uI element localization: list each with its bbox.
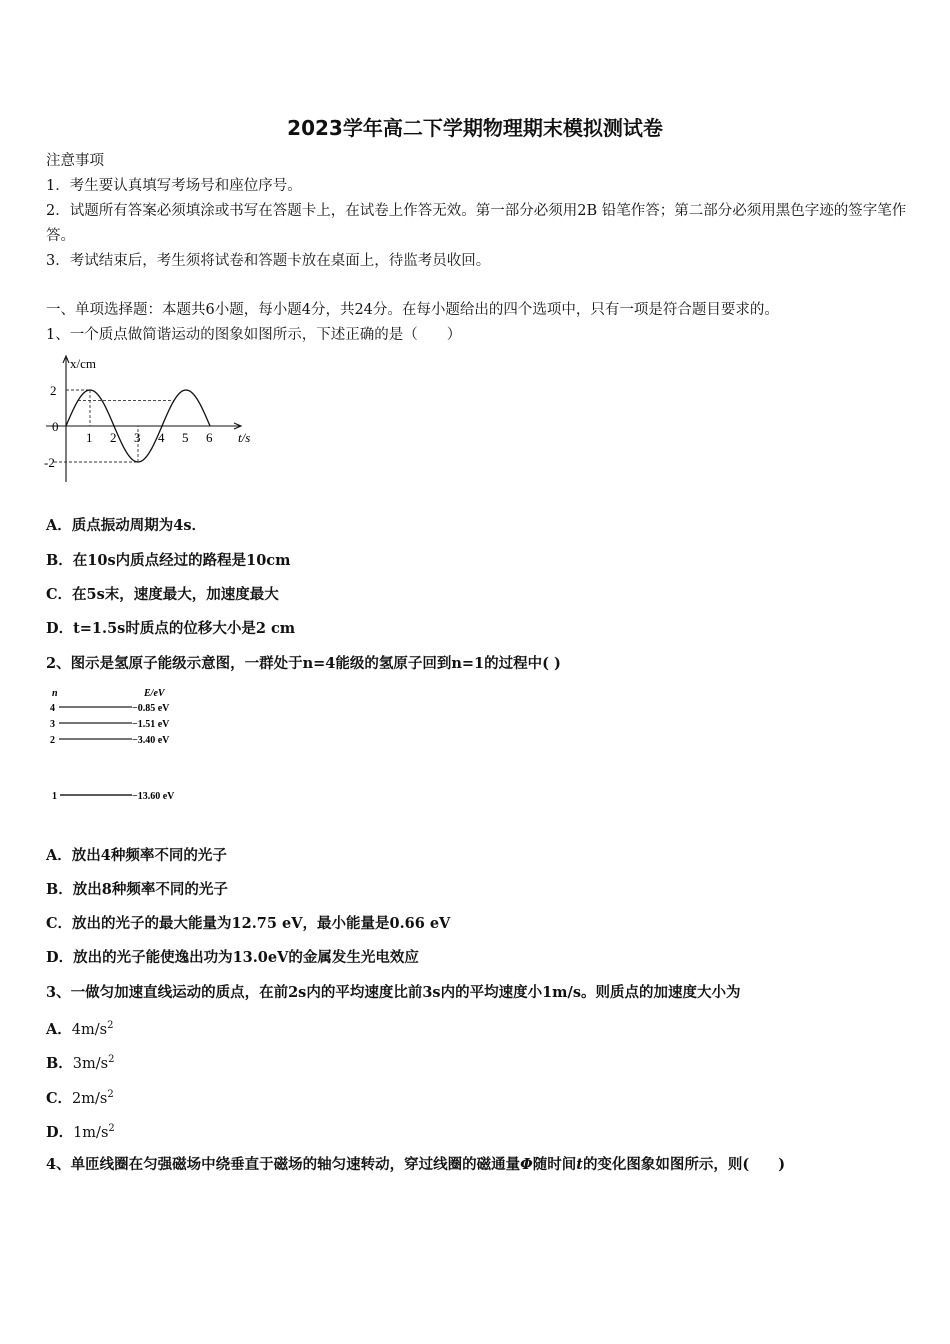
x-tick-2: 2 (110, 430, 117, 445)
exam-title: 2023学年高二下学期物理期末模拟测试卷 (287, 116, 663, 140)
q2-option-b[interactable] (46, 880, 228, 900)
q2-option-c-letter: C． (46, 915, 73, 932)
q2-option-c-text: 放出的光子的最大能量为12.75 eV，最小能量是0.66 eV (72, 915, 451, 932)
q3-option-d[interactable] (46, 1119, 115, 1143)
q2-option-a-letter: A． (46, 847, 72, 864)
energy-axis-label: E/eV (144, 688, 165, 699)
q4-stem-post: 的变化图象如图所示，则( ) (582, 1156, 786, 1173)
question-2-stem: 2、图示是氢原子能级示意图，一群处于n=4能级的氢原子回到n=1的过程中( ) (46, 655, 561, 672)
y-tick-0: 0 (52, 419, 59, 434)
question-1-stem: 1、一个质点做简谐运动的图象如图所示，下述正确的是（ ） (46, 327, 462, 343)
q1-option-d-letter: D． (46, 620, 74, 637)
level-4-energy: −0.85 eV (132, 703, 170, 714)
q3-option-c-exp: 2 (107, 1089, 114, 1100)
q1-option-a-letter: A． (46, 517, 72, 534)
shm-graph (40, 352, 270, 492)
notice-item-3: 3．考试结束后，考生须将试卷和答题卡放在桌面上，待监考员收回。 (46, 253, 491, 269)
level-2 (50, 735, 170, 746)
level-3-n: 3 (50, 719, 55, 730)
q2-option-a-text: 放出4种频率不同的光子 (71, 847, 227, 864)
q1-option-c-letter: C． (46, 586, 73, 603)
level-1 (52, 791, 175, 802)
q3-option-a[interactable] (46, 1016, 113, 1040)
level-2-n: 2 (50, 735, 55, 746)
x-tick-3: 3 (134, 430, 141, 445)
q3-option-d-value: 1m/s (73, 1124, 109, 1141)
q3-option-d-exp: 2 (108, 1123, 115, 1134)
q3-option-d-letter: D． (46, 1123, 74, 1141)
level-4-n: 4 (50, 703, 55, 714)
q1-option-c[interactable] (46, 585, 279, 605)
question-3-stem: 3、一做匀加速直线运动的质点，在前2s内的平均速度比前3s内的平均速度小1m/s。则质点的加速度大小为 (46, 984, 741, 1001)
q2-option-b-letter: B． (46, 881, 73, 898)
q2-option-d[interactable] (46, 948, 419, 968)
q2-option-c[interactable] (46, 914, 450, 934)
q4-stem-pre: 4、单匝线圈在匀强磁场中绕垂直于磁场的轴匀速转动，穿过线圈的磁通量 (46, 1156, 521, 1173)
energy-level-diagram (46, 682, 206, 812)
q2-option-a[interactable] (46, 846, 227, 866)
notice-heading: 注意事项 (46, 153, 104, 169)
x-tick-1: 1 (86, 430, 93, 445)
x-tick-4: 4 (158, 430, 165, 445)
q3-option-b[interactable] (46, 1050, 114, 1074)
level-3-energy: −1.51 eV (132, 719, 170, 730)
level-2-energy: −3.40 eV (132, 735, 170, 746)
section-heading: 一、单项选择题：本题共6小题，每小题4分，共24分。在每小题给出的四个选项中，只有一项是符合题目要求的。 (46, 302, 779, 318)
q3-option-b-value: 3m/s (72, 1055, 109, 1072)
level-1-energy: −13.60 eV (132, 791, 175, 802)
q3-option-c-value: 2m/s (72, 1090, 108, 1107)
question-4-stem (46, 1155, 785, 1175)
y-tick-2: 2 (50, 383, 57, 398)
q1-option-a-text: 质点振动周期为4s． (71, 517, 207, 534)
q2-option-b-text: 放出8种频率不同的光子 (72, 881, 228, 898)
y-axis-label: x/cm (70, 356, 96, 371)
y-tick-neg2: -2 (44, 455, 55, 470)
q3-option-b-letter: B． (46, 1054, 73, 1072)
q3-option-c[interactable] (46, 1085, 114, 1109)
q2-option-d-letter: D． (46, 949, 74, 966)
level-1-n: 1 (52, 791, 57, 802)
level-4 (50, 703, 170, 714)
q3-option-a-exp: 2 (107, 1020, 114, 1031)
q2-option-d-text: 放出的光子能使逸出功为13.0eV的金属发生光电效应 (73, 949, 419, 966)
n-axis-label: n (52, 688, 58, 699)
q4-phi-symbol: Φ (520, 1156, 533, 1173)
x-axis-label: t/s (238, 430, 251, 445)
q3-option-b-exp: 2 (108, 1054, 115, 1065)
q1-option-c-text: 在5s末，速度最大，加速度最大 (72, 586, 279, 603)
x-tick-6: 6 (206, 430, 213, 445)
q3-option-c-letter: C． (46, 1089, 73, 1107)
q4-stem-mid: 随时间 (532, 1156, 577, 1173)
q1-option-a[interactable] (46, 516, 206, 536)
q1-option-b-text: 在10s内质点经过的路程是10cm (72, 552, 291, 569)
q1-option-d-text: t=1.5s时质点的位移大小是2 cm (73, 620, 296, 637)
level-3 (50, 719, 170, 730)
notice-item-1: 1．考生要认真填写考场号和座位序号。 (46, 178, 302, 194)
q1-option-b[interactable] (46, 551, 290, 571)
x-tick-5: 5 (182, 430, 189, 445)
notice-item-2: 2．试题所有答案必须填涂或书写在答题卡上，在试卷上作答无效。第一部分必须用2B 铅笔作答；第二部分必须用黑色字迹的签字笔作答。 (46, 203, 907, 244)
q3-option-a-value: 4m/s (71, 1021, 108, 1038)
q1-option-b-letter: B． (46, 552, 73, 569)
q1-option-d[interactable] (46, 619, 295, 639)
q4-t-symbol: t (576, 1156, 583, 1173)
q3-option-a-letter: A． (46, 1020, 72, 1038)
